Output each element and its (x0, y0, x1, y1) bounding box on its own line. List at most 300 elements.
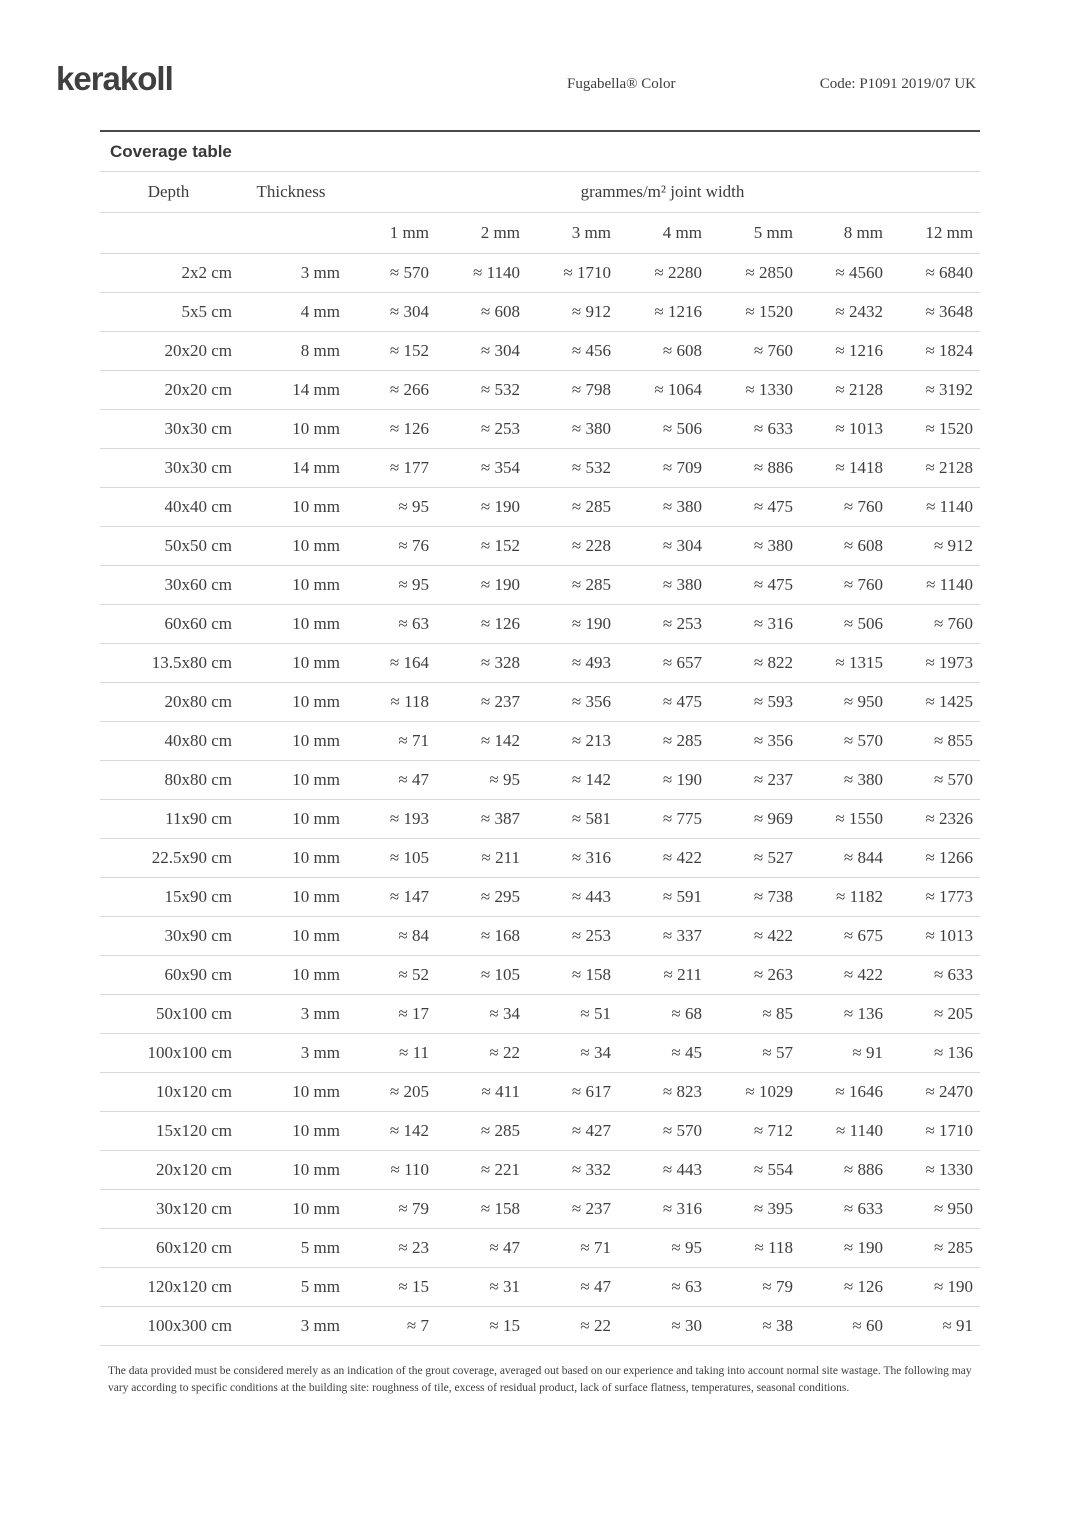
coverage-value-cell: ≈ 22 (436, 1034, 527, 1073)
thickness-cell: 10 mm (237, 1073, 345, 1112)
coverage-value-cell: ≈ 337 (618, 917, 709, 956)
coverage-value-cell: ≈ 422 (618, 839, 709, 878)
depth-cell: 20x80 cm (100, 683, 237, 722)
coverage-value-cell: ≈ 15 (436, 1307, 527, 1346)
coverage-value-cell: ≈ 2326 (890, 800, 980, 839)
thickness-cell: 3 mm (237, 1307, 345, 1346)
coverage-value-cell: ≈ 332 (527, 1151, 618, 1190)
coverage-value-cell: ≈ 1216 (618, 293, 709, 332)
table-row (100, 800, 980, 839)
coverage-value-cell: ≈ 237 (436, 683, 527, 722)
thickness-cell: 5 mm (237, 1268, 345, 1307)
thickness-cell: 10 mm (237, 956, 345, 995)
coverage-value-cell: ≈ 177 (345, 449, 436, 488)
thickness-cell: 3 mm (237, 254, 345, 293)
coverage-value-cell: ≈ 554 (709, 1151, 800, 1190)
depth-cell: 2x2 cm (100, 254, 237, 293)
depth-cell: 15x120 cm (100, 1112, 237, 1151)
coverage-value-cell: ≈ 387 (436, 800, 527, 839)
table-row (100, 449, 980, 488)
coverage-value-cell: ≈ 68 (618, 995, 709, 1034)
table-row (100, 527, 980, 566)
coverage-value-cell: ≈ 190 (527, 605, 618, 644)
coverage-value-cell: ≈ 285 (527, 566, 618, 605)
coverage-value-cell: ≈ 633 (709, 410, 800, 449)
coverage-value-cell: ≈ 205 (890, 995, 980, 1034)
coverage-value-cell: ≈ 1064 (618, 371, 709, 410)
coverage-value-cell: ≈ 581 (527, 800, 618, 839)
thickness-cell: 3 mm (237, 1034, 345, 1073)
table-row (100, 839, 980, 878)
thickness-cell: 10 mm (237, 800, 345, 839)
coverage-value-cell: ≈ 158 (527, 956, 618, 995)
table-row (100, 644, 980, 683)
table-row (100, 1190, 980, 1229)
coverage-value-cell: ≈ 31 (436, 1268, 527, 1307)
depth-cell: 50x50 cm (100, 527, 237, 566)
depth-cell: 20x120 cm (100, 1151, 237, 1190)
thickness-cell: 10 mm (237, 1151, 345, 1190)
coverage-value-cell: ≈ 1013 (800, 410, 890, 449)
coverage-value-cell: ≈ 79 (709, 1268, 800, 1307)
coverage-value-cell: ≈ 657 (618, 644, 709, 683)
thickness-cell: 10 mm (237, 722, 345, 761)
coverage-table-title: Coverage table (100, 132, 980, 172)
coverage-value-cell: ≈ 427 (527, 1112, 618, 1151)
coverage-value-cell: ≈ 17 (345, 995, 436, 1034)
coverage-value-cell: ≈ 712 (709, 1112, 800, 1151)
coverage-value-cell: ≈ 617 (527, 1073, 618, 1112)
coverage-table-body (100, 254, 980, 1346)
coverage-value-cell: ≈ 22 (527, 1307, 618, 1346)
coverage-value-cell: ≈ 456 (527, 332, 618, 371)
coverage-value-cell: ≈ 228 (527, 527, 618, 566)
joint-width-header-cell: 3 mm (527, 213, 618, 254)
coverage-value-cell: ≈ 1140 (890, 566, 980, 605)
thickness-cell: 4 mm (237, 293, 345, 332)
coverage-value-cell: ≈ 95 (436, 761, 527, 800)
table-row (100, 1307, 980, 1346)
coverage-value-cell: ≈ 2432 (800, 293, 890, 332)
coverage-value-cell: ≈ 51 (527, 995, 618, 1034)
coverage-value-cell: ≈ 844 (800, 839, 890, 878)
coverage-value-cell: ≈ 380 (527, 410, 618, 449)
coverage-value-cell: ≈ 253 (527, 917, 618, 956)
depth-cell: 60x90 cm (100, 956, 237, 995)
coverage-value-cell: ≈ 126 (345, 410, 436, 449)
coverage-value-cell: ≈ 95 (345, 566, 436, 605)
coverage-value-cell: ≈ 316 (709, 605, 800, 644)
coverage-value-cell: ≈ 738 (709, 878, 800, 917)
coverage-value-cell: ≈ 221 (436, 1151, 527, 1190)
depth-cell: 50x100 cm (100, 995, 237, 1034)
coverage-value-cell: ≈ 1710 (890, 1112, 980, 1151)
coverage-value-cell: ≈ 295 (436, 878, 527, 917)
coverage-value-cell: ≈ 380 (800, 761, 890, 800)
coverage-value-cell: ≈ 1973 (890, 644, 980, 683)
coverage-value-cell: ≈ 506 (800, 605, 890, 644)
coverage-value-cell: ≈ 110 (345, 1151, 436, 1190)
coverage-value-cell: ≈ 380 (618, 566, 709, 605)
coverage-value-cell: ≈ 633 (890, 956, 980, 995)
depth-cell: 20x20 cm (100, 332, 237, 371)
coverage-value-cell: ≈ 304 (436, 332, 527, 371)
coverage-value-cell: ≈ 822 (709, 644, 800, 683)
coverage-value-cell: ≈ 95 (345, 488, 436, 527)
coverage-value-cell: ≈ 798 (527, 371, 618, 410)
table-row (100, 956, 980, 995)
coverage-value-cell: ≈ 1330 (890, 1151, 980, 1190)
joint-width-header-cell: 8 mm (800, 213, 890, 254)
coverage-value-cell: ≈ 760 (800, 488, 890, 527)
table-row (100, 254, 980, 293)
coverage-value-cell: ≈ 63 (618, 1268, 709, 1307)
coverage-value-cell: ≈ 532 (527, 449, 618, 488)
joint-width-header-cell: 4 mm (618, 213, 709, 254)
coverage-value-cell: ≈ 1140 (800, 1112, 890, 1151)
coverage-value-cell: ≈ 304 (345, 293, 436, 332)
coverage-value-cell: ≈ 912 (890, 527, 980, 566)
coverage-value-cell: ≈ 84 (345, 917, 436, 956)
coverage-value-cell: ≈ 1216 (800, 332, 890, 371)
coverage-value-cell: ≈ 95 (618, 1229, 709, 1268)
coverage-value-cell: ≈ 152 (345, 332, 436, 371)
product-name: Fugabella® Color (567, 76, 676, 92)
thickness-cell: 10 mm (237, 605, 345, 644)
coverage-value-cell: ≈ 411 (436, 1073, 527, 1112)
coverage-value-cell: ≈ 7 (345, 1307, 436, 1346)
joint-width-header-row (100, 213, 980, 254)
coverage-value-cell: ≈ 354 (436, 449, 527, 488)
joint-width-group-header: grammes/m² joint width (345, 172, 980, 213)
coverage-value-cell: ≈ 237 (527, 1190, 618, 1229)
coverage-value-cell: ≈ 6840 (890, 254, 980, 293)
coverage-value-cell: ≈ 1140 (436, 254, 527, 293)
coverage-value-cell: ≈ 950 (890, 1190, 980, 1229)
coverage-value-cell: ≈ 475 (618, 683, 709, 722)
coverage-value-cell: ≈ 1013 (890, 917, 980, 956)
coverage-value-cell: ≈ 57 (709, 1034, 800, 1073)
coverage-value-cell: ≈ 570 (800, 722, 890, 761)
coverage-value-cell: ≈ 34 (436, 995, 527, 1034)
coverage-value-cell: ≈ 886 (800, 1151, 890, 1190)
coverage-value-cell: ≈ 285 (618, 722, 709, 761)
coverage-value-cell: ≈ 1646 (800, 1073, 890, 1112)
coverage-value-cell: ≈ 493 (527, 644, 618, 683)
coverage-value-cell: ≈ 886 (709, 449, 800, 488)
coverage-value-cell: ≈ 443 (618, 1151, 709, 1190)
coverage-value-cell: ≈ 211 (436, 839, 527, 878)
thickness-cell: 10 mm (237, 410, 345, 449)
coverage-value-cell: ≈ 1773 (890, 878, 980, 917)
coverage-value-cell: ≈ 85 (709, 995, 800, 1034)
coverage-table (100, 172, 980, 1346)
coverage-value-cell: ≈ 422 (709, 917, 800, 956)
thickness-cell: 10 mm (237, 566, 345, 605)
depth-cell: 30x30 cm (100, 449, 237, 488)
coverage-value-cell: ≈ 570 (618, 1112, 709, 1151)
table-row (100, 1229, 980, 1268)
coverage-value-cell: ≈ 105 (436, 956, 527, 995)
depth-cell: 40x80 cm (100, 722, 237, 761)
coverage-value-cell: ≈ 126 (800, 1268, 890, 1307)
coverage-value-cell: ≈ 912 (527, 293, 618, 332)
thickness-cell: 10 mm (237, 683, 345, 722)
empty-header-cell (100, 213, 237, 254)
empty-header-cell (237, 213, 345, 254)
thickness-cell: 8 mm (237, 332, 345, 371)
thickness-cell: 10 mm (237, 839, 345, 878)
coverage-value-cell: ≈ 570 (345, 254, 436, 293)
coverage-value-cell: ≈ 168 (436, 917, 527, 956)
table-row (100, 878, 980, 917)
thickness-cell: 10 mm (237, 878, 345, 917)
coverage-value-cell: ≈ 158 (436, 1190, 527, 1229)
coverage-value-cell: ≈ 608 (800, 527, 890, 566)
coverage-value-cell: ≈ 675 (800, 917, 890, 956)
coverage-value-cell: ≈ 126 (436, 605, 527, 644)
thickness-column-header: Thickness (237, 172, 345, 213)
table-row (100, 566, 980, 605)
table-row (100, 683, 980, 722)
coverage-value-cell: ≈ 1710 (527, 254, 618, 293)
coverage-value-cell: ≈ 570 (890, 761, 980, 800)
coverage-value-cell: ≈ 1418 (800, 449, 890, 488)
depth-cell: 100x300 cm (100, 1307, 237, 1346)
table-row (100, 332, 980, 371)
coverage-value-cell: ≈ 304 (618, 527, 709, 566)
coverage-value-cell: ≈ 136 (890, 1034, 980, 1073)
depth-cell: 20x20 cm (100, 371, 237, 410)
table-row (100, 293, 980, 332)
depth-cell: 30x60 cm (100, 566, 237, 605)
table-row (100, 488, 980, 527)
coverage-value-cell: ≈ 118 (709, 1229, 800, 1268)
coverage-value-cell: ≈ 422 (800, 956, 890, 995)
joint-width-header-cell: 1 mm (345, 213, 436, 254)
coverage-value-cell: ≈ 45 (618, 1034, 709, 1073)
coverage-value-cell: ≈ 285 (527, 488, 618, 527)
coverage-value-cell: ≈ 475 (709, 566, 800, 605)
coverage-value-cell: ≈ 266 (345, 371, 436, 410)
coverage-value-cell: ≈ 205 (345, 1073, 436, 1112)
joint-width-header-cell: 2 mm (436, 213, 527, 254)
coverage-value-cell: ≈ 1182 (800, 878, 890, 917)
coverage-value-cell: ≈ 91 (800, 1034, 890, 1073)
coverage-value-cell: ≈ 152 (436, 527, 527, 566)
coverage-value-cell: ≈ 823 (618, 1073, 709, 1112)
thickness-cell: 10 mm (237, 527, 345, 566)
coverage-value-cell: ≈ 2128 (890, 449, 980, 488)
coverage-value-cell: ≈ 1330 (709, 371, 800, 410)
coverage-value-cell: ≈ 118 (345, 683, 436, 722)
depth-cell: 40x40 cm (100, 488, 237, 527)
coverage-value-cell: ≈ 593 (709, 683, 800, 722)
column-group-header-row (100, 172, 980, 213)
coverage-value-cell: ≈ 969 (709, 800, 800, 839)
coverage-value-cell: ≈ 15 (345, 1268, 436, 1307)
depth-cell: 100x100 cm (100, 1034, 237, 1073)
footnote: The data provided must be considered merely as an indication of the grout coverage, averaged out based on our experience and taking into account normal site wastage. The following may vary according to specific conditions at the building site: roughness of tile, excess of residual product, lack of surface flatness, temperatures, seasonal conditions. (108, 1365, 972, 1394)
table-row (100, 410, 980, 449)
coverage-value-cell: ≈ 356 (709, 722, 800, 761)
coverage-value-cell: ≈ 608 (618, 332, 709, 371)
coverage-value-cell: ≈ 1520 (709, 293, 800, 332)
coverage-value-cell: ≈ 190 (618, 761, 709, 800)
table-row (100, 1034, 980, 1073)
coverage-value-cell: ≈ 285 (890, 1229, 980, 1268)
kerakoll-logo: kerakoll (56, 60, 173, 97)
coverage-value-cell: ≈ 3192 (890, 371, 980, 410)
coverage-value-cell: ≈ 1550 (800, 800, 890, 839)
coverage-value-cell: ≈ 760 (800, 566, 890, 605)
document-code: Code: P1091 2019/07 UK (819, 76, 976, 92)
coverage-value-cell: ≈ 253 (618, 605, 709, 644)
page-header (0, 0, 1080, 130)
joint-width-header-cell: 12 mm (890, 213, 980, 254)
coverage-value-cell: ≈ 23 (345, 1229, 436, 1268)
table-row (100, 995, 980, 1034)
depth-cell: 120x120 cm (100, 1268, 237, 1307)
coverage-value-cell: ≈ 950 (800, 683, 890, 722)
coverage-value-cell: ≈ 709 (618, 449, 709, 488)
thickness-cell: 14 mm (237, 371, 345, 410)
coverage-value-cell: ≈ 532 (436, 371, 527, 410)
table-row (100, 1073, 980, 1112)
coverage-value-cell: ≈ 190 (800, 1229, 890, 1268)
table-row (100, 1151, 980, 1190)
coverage-value-cell: ≈ 316 (618, 1190, 709, 1229)
coverage-value-cell: ≈ 190 (890, 1268, 980, 1307)
coverage-value-cell: ≈ 1140 (890, 488, 980, 527)
depth-cell: 15x90 cm (100, 878, 237, 917)
coverage-value-cell: ≈ 142 (345, 1112, 436, 1151)
thickness-cell: 10 mm (237, 917, 345, 956)
coverage-value-cell: ≈ 190 (436, 488, 527, 527)
coverage-value-cell: ≈ 591 (618, 878, 709, 917)
coverage-value-cell: ≈ 316 (527, 839, 618, 878)
coverage-value-cell: ≈ 142 (436, 722, 527, 761)
thickness-cell: 10 mm (237, 1190, 345, 1229)
coverage-value-cell: ≈ 608 (436, 293, 527, 332)
coverage-value-cell: ≈ 34 (527, 1034, 618, 1073)
depth-cell: 5x5 cm (100, 293, 237, 332)
coverage-value-cell: ≈ 11 (345, 1034, 436, 1073)
coverage-value-cell: ≈ 1425 (890, 683, 980, 722)
depth-cell: 22.5x90 cm (100, 839, 237, 878)
thickness-cell: 10 mm (237, 644, 345, 683)
coverage-value-cell: ≈ 71 (527, 1229, 618, 1268)
coverage-value-cell: ≈ 443 (527, 878, 618, 917)
joint-width-header-cell: 5 mm (709, 213, 800, 254)
table-row (100, 1268, 980, 1307)
coverage-value-cell: ≈ 356 (527, 683, 618, 722)
coverage-value-cell: ≈ 193 (345, 800, 436, 839)
coverage-value-cell: ≈ 1520 (890, 410, 980, 449)
coverage-value-cell: ≈ 147 (345, 878, 436, 917)
depth-column-header: Depth (100, 172, 237, 213)
table-row (100, 917, 980, 956)
depth-cell: 10x120 cm (100, 1073, 237, 1112)
coverage-value-cell: ≈ 775 (618, 800, 709, 839)
coverage-value-cell: ≈ 213 (527, 722, 618, 761)
depth-cell: 80x80 cm (100, 761, 237, 800)
thickness-cell: 3 mm (237, 995, 345, 1034)
coverage-value-cell: ≈ 30 (618, 1307, 709, 1346)
depth-cell: 30x120 cm (100, 1190, 237, 1229)
thickness-cell: 10 mm (237, 488, 345, 527)
thickness-cell: 5 mm (237, 1229, 345, 1268)
coverage-section (100, 130, 980, 1397)
coverage-value-cell: ≈ 1266 (890, 839, 980, 878)
coverage-value-cell: ≈ 760 (890, 605, 980, 644)
thickness-cell: 10 mm (237, 761, 345, 800)
coverage-value-cell: ≈ 285 (436, 1112, 527, 1151)
coverage-value-cell: ≈ 2470 (890, 1073, 980, 1112)
coverage-value-cell: ≈ 527 (709, 839, 800, 878)
coverage-value-cell: ≈ 1315 (800, 644, 890, 683)
thickness-cell: 10 mm (237, 1112, 345, 1151)
coverage-value-cell: ≈ 1824 (890, 332, 980, 371)
coverage-value-cell: ≈ 79 (345, 1190, 436, 1229)
coverage-value-cell: ≈ 47 (436, 1229, 527, 1268)
coverage-value-cell: ≈ 190 (436, 566, 527, 605)
coverage-value-cell: ≈ 475 (709, 488, 800, 527)
coverage-value-cell: ≈ 71 (345, 722, 436, 761)
coverage-value-cell: ≈ 855 (890, 722, 980, 761)
coverage-value-cell: ≈ 211 (618, 956, 709, 995)
table-row (100, 722, 980, 761)
coverage-value-cell: ≈ 164 (345, 644, 436, 683)
depth-cell: 60x60 cm (100, 605, 237, 644)
coverage-value-cell: ≈ 380 (709, 527, 800, 566)
coverage-value-cell: ≈ 237 (709, 761, 800, 800)
coverage-value-cell: ≈ 1029 (709, 1073, 800, 1112)
coverage-value-cell: ≈ 60 (800, 1307, 890, 1346)
coverage-value-cell: ≈ 38 (709, 1307, 800, 1346)
coverage-value-cell: ≈ 760 (709, 332, 800, 371)
coverage-value-cell: ≈ 105 (345, 839, 436, 878)
table-row (100, 761, 980, 800)
depth-cell: 60x120 cm (100, 1229, 237, 1268)
depth-cell: 13.5x80 cm (100, 644, 237, 683)
coverage-value-cell: ≈ 63 (345, 605, 436, 644)
coverage-value-cell: ≈ 3648 (890, 293, 980, 332)
thickness-cell: 14 mm (237, 449, 345, 488)
coverage-value-cell: ≈ 2128 (800, 371, 890, 410)
coverage-value-cell: ≈ 76 (345, 527, 436, 566)
table-row (100, 1112, 980, 1151)
coverage-value-cell: ≈ 395 (709, 1190, 800, 1229)
coverage-value-cell: ≈ 136 (800, 995, 890, 1034)
coverage-value-cell: ≈ 380 (618, 488, 709, 527)
coverage-value-cell: ≈ 263 (709, 956, 800, 995)
coverage-value-cell: ≈ 91 (890, 1307, 980, 1346)
coverage-value-cell: ≈ 328 (436, 644, 527, 683)
coverage-value-cell: ≈ 633 (800, 1190, 890, 1229)
table-row (100, 605, 980, 644)
coverage-value-cell: ≈ 47 (527, 1268, 618, 1307)
depth-cell: 30x90 cm (100, 917, 237, 956)
coverage-value-cell: ≈ 2850 (709, 254, 800, 293)
table-row (100, 371, 980, 410)
coverage-value-cell: ≈ 2280 (618, 254, 709, 293)
coverage-value-cell: ≈ 52 (345, 956, 436, 995)
coverage-value-cell: ≈ 253 (436, 410, 527, 449)
coverage-value-cell: ≈ 142 (527, 761, 618, 800)
depth-cell: 11x90 cm (100, 800, 237, 839)
coverage-value-cell: ≈ 4560 (800, 254, 890, 293)
